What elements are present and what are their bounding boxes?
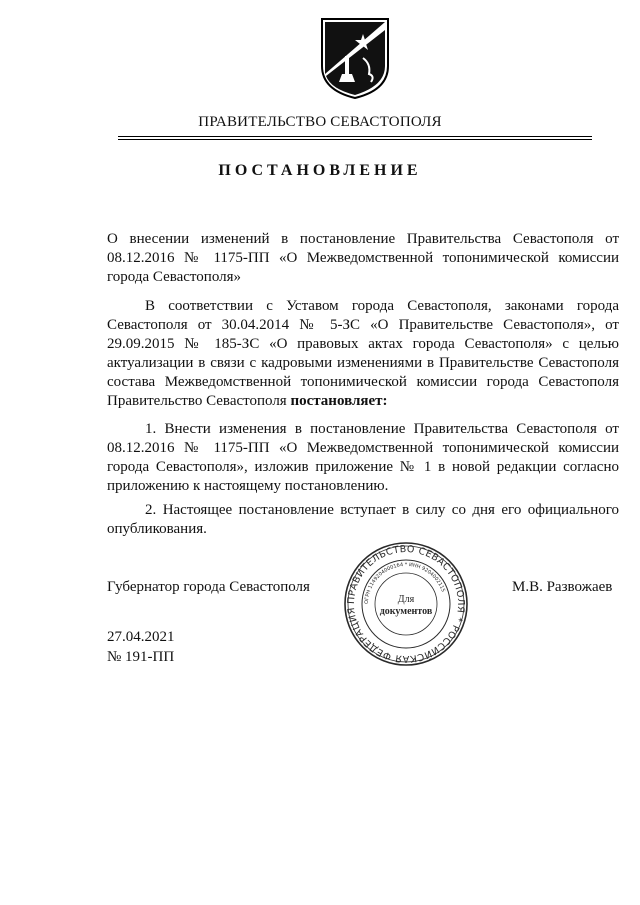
organization-name: ПРАВИТЕЛЬСТВО СЕВАСТОПОЛЯ	[198, 114, 442, 130]
resolution-item-2: 2. Настоящее постановление вступает в силу со дня его официального опубликования.	[107, 502, 619, 537]
seal-inner-text: ОГРН 1149204000164 * ИНН 9204002115	[363, 561, 446, 605]
header-rule-double	[118, 139, 592, 140]
preamble-paragraph	[107, 297, 619, 411]
seal-center-line-2: документов	[379, 606, 433, 617]
coat-of-arms-emblem	[319, 16, 391, 100]
seal-center-line-1: Для	[397, 594, 415, 605]
preamble-verb: постановляет:	[290, 393, 388, 409]
official-seal-stamp	[342, 540, 470, 668]
signatory-name: М.В. Развожаев	[512, 579, 613, 595]
document-type-title: ПОСТАНОВЛЕНИЕ	[218, 162, 422, 179]
signatory-position: Губернатор города Севастополя	[107, 579, 310, 595]
document-subject: О внесении изменений в постановление Правительства Севастополя от 08.12.2016 № 1175-ПП «О Межведомственной топонимической комиссии города Севастополя»	[107, 231, 619, 285]
preamble-text: В соответствии с Уставом города Севастополя, законами города Севастополя от 30.04.2014 № 5-ЗС «О Правительстве Севастополя», от 29.09.2015 № 185-ЗС «О правовых актах города Севастополя» с целью актуализации в связи с кадровыми изменениями в Правительстве Севастополя состава Межведомственной топонимической комиссии города Севастополя Правительство Севастополя	[107, 298, 619, 409]
seal-outer-text: ПРАВИТЕЛЬСТВО СЕВАСТОПОЛЯ * РОССИЙСКАЯ ФЕДЕРАЦИЯ	[345, 543, 467, 665]
document-number: № 191-ПП	[107, 649, 175, 665]
header-rule	[118, 136, 592, 137]
document-date: 27.04.2021	[107, 629, 175, 645]
resolution-item-1: 1. Внести изменения в постановление Правительства Севастополя от 08.12.2016 № 1175-ПП «О Межведомственной топонимической комиссии города Севастополя», изложив приложение № 1 в новой редакции согласно приложению к настоящему постановлению.	[107, 421, 619, 494]
